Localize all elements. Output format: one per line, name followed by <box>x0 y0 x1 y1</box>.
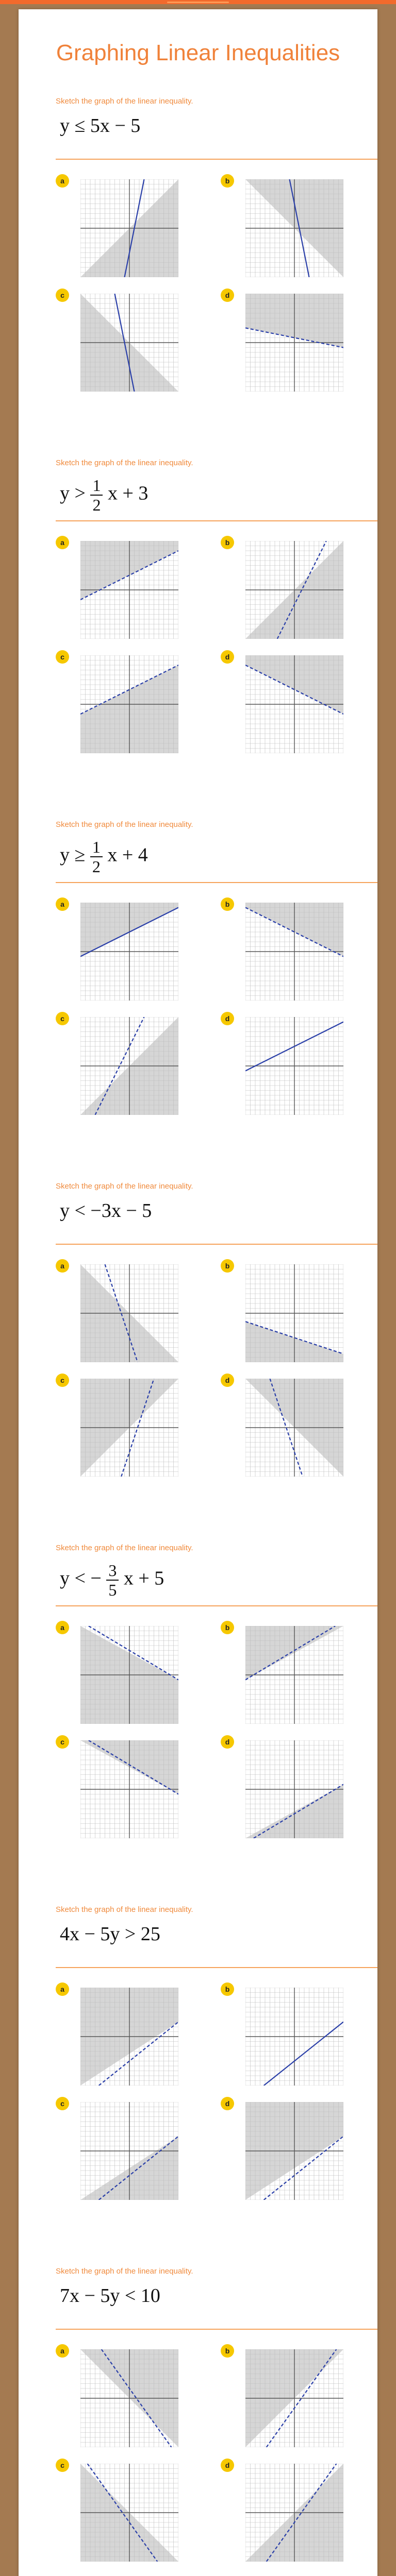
option-badge: a <box>56 2344 69 2358</box>
question-block <box>56 820 377 1181</box>
coordinate-graph <box>245 655 343 753</box>
fraction-denominator: 2 <box>92 857 101 876</box>
option-badge: b <box>221 536 234 549</box>
answer-option-c[interactable] <box>56 1374 185 1477</box>
coordinate-graph <box>80 1988 178 2086</box>
answer-option-b[interactable] <box>221 1982 350 2086</box>
coordinate-graph <box>80 903 178 1001</box>
question-divider <box>56 520 377 521</box>
fraction <box>106 1561 119 1599</box>
option-badge: b <box>221 897 234 911</box>
answer-option-a[interactable] <box>56 1621 185 1724</box>
option-badge: b <box>221 2344 234 2358</box>
option-badge: d <box>221 2097 234 2110</box>
question-prompt: Sketch the graph of the linear inequality. <box>56 459 193 467</box>
coordinate-graph <box>245 1379 343 1477</box>
answer-option-a[interactable] <box>56 897 185 1001</box>
coordinate-graph <box>80 541 178 639</box>
question-prompt: Sketch the graph of the linear inequality. <box>56 1544 193 1552</box>
expr-post: x + 3 <box>103 482 148 504</box>
option-badge: a <box>56 1621 69 1634</box>
question-block <box>56 459 377 819</box>
coordinate-graph <box>245 903 343 1001</box>
answer-option-b[interactable] <box>221 1621 350 1724</box>
question-divider <box>56 159 377 160</box>
coordinate-graph <box>80 655 178 753</box>
question-prompt: Sketch the graph of the linear inequality. <box>56 820 193 829</box>
answer-option-d[interactable] <box>221 1012 350 1115</box>
option-badge: a <box>56 1982 69 1996</box>
coordinate-graph <box>80 2464 178 2562</box>
coordinate-graph <box>80 1264 178 1362</box>
answer-option-c[interactable] <box>56 650 185 753</box>
answer-option-b[interactable] <box>221 2344 350 2447</box>
coordinate-graph <box>245 2349 343 2447</box>
expr-pre: y > <box>60 482 91 504</box>
coordinate-graph <box>80 1626 178 1724</box>
coordinate-graph <box>245 2102 343 2200</box>
coordinate-graph <box>245 1017 343 1115</box>
question-block <box>56 2267 377 2576</box>
fraction-denominator: 5 <box>108 1581 117 1599</box>
question-prompt: Sketch the graph of the linear inequality. <box>56 2267 193 2276</box>
coordinate-graph <box>80 179 178 277</box>
answer-option-c[interactable] <box>56 289 185 392</box>
fraction-numerator: 1 <box>90 476 103 496</box>
answer-option-b[interactable] <box>221 536 350 639</box>
coordinate-graph <box>80 1379 178 1477</box>
fraction-numerator: 3 <box>106 1561 119 1581</box>
answer-option-c[interactable] <box>56 2459 185 2562</box>
coordinate-graph <box>80 1740 178 1838</box>
expr-post: x + 5 <box>119 1567 164 1589</box>
answer-option-c[interactable] <box>56 1012 185 1115</box>
fraction-denominator: 2 <box>92 496 101 514</box>
coordinate-graph <box>245 541 343 639</box>
coordinate-graph <box>245 1740 343 1838</box>
inequality-expression: y ≤ 5x − 5 <box>60 115 141 137</box>
question-prompt: Sketch the graph of the linear inequality. <box>56 1182 193 1191</box>
coordinate-graph <box>80 2102 178 2200</box>
answer-option-b[interactable] <box>221 1259 350 1362</box>
question-divider <box>56 1605 377 1606</box>
coordinate-graph <box>245 294 343 392</box>
coordinate-graph <box>80 2349 178 2447</box>
coordinate-graph <box>245 1264 343 1362</box>
answer-option-d[interactable] <box>221 1374 350 1477</box>
expr-post: x + 4 <box>102 844 148 866</box>
option-badge: a <box>56 536 69 549</box>
question-divider <box>56 1967 377 1968</box>
inequality-expression <box>60 838 148 876</box>
fraction-numerator: 1 <box>90 838 103 857</box>
inequality-expression: 7x − 5y < 10 <box>60 2285 160 2307</box>
coordinate-graph <box>80 294 178 392</box>
coordinate-graph <box>245 179 343 277</box>
option-badge: c <box>56 289 69 302</box>
question-prompt: Sketch the graph of the linear inequality. <box>56 97 193 106</box>
answer-option-a[interactable] <box>56 174 185 277</box>
option-badge: b <box>221 1259 234 1273</box>
answer-option-a[interactable] <box>56 2344 185 2447</box>
option-badge: b <box>221 1621 234 1634</box>
option-badge: d <box>221 1012 234 1025</box>
option-badge: d <box>221 289 234 302</box>
option-badge: c <box>56 2459 69 2472</box>
boundary-line <box>264 2022 343 2086</box>
option-badge: a <box>56 174 69 188</box>
answer-option-d[interactable] <box>221 2097 350 2200</box>
option-badge: d <box>221 650 234 664</box>
coordinate-graph <box>245 1988 343 2086</box>
answer-option-d[interactable] <box>221 650 350 753</box>
top-accent <box>167 2 229 3</box>
option-badge: c <box>56 2097 69 2110</box>
option-badge: c <box>56 1374 69 1387</box>
answer-option-c[interactable] <box>56 2097 185 2200</box>
answer-option-b[interactable] <box>221 174 350 277</box>
expr-pre: y < − <box>60 1567 107 1589</box>
option-badge: c <box>56 650 69 664</box>
option-badge: c <box>56 1735 69 1749</box>
inequality-expression: y < −3x − 5 <box>60 1200 152 1222</box>
option-badge: a <box>56 897 69 911</box>
question-block <box>56 1905 377 2266</box>
coordinate-graph <box>80 1017 178 1115</box>
answer-option-c[interactable] <box>56 1735 185 1838</box>
expr-pre: y ≥ <box>60 844 90 866</box>
question-block <box>56 1544 377 1904</box>
worksheet-card <box>19 9 377 2576</box>
option-badge: d <box>221 1374 234 1387</box>
question-block <box>56 1182 377 1543</box>
question-divider <box>56 1244 377 1245</box>
inequality-expression <box>60 1561 164 1599</box>
question-divider <box>56 2329 377 2330</box>
question-divider <box>56 882 377 883</box>
option-badge: b <box>221 174 234 188</box>
page-title: Graphing Linear Inequalities <box>56 40 340 65</box>
answer-option-b[interactable] <box>221 897 350 1001</box>
option-badge: d <box>221 1735 234 1749</box>
fraction <box>90 838 103 876</box>
answer-option-a[interactable] <box>56 1259 185 1362</box>
question-block <box>56 97 377 457</box>
option-badge: d <box>221 2459 234 2472</box>
option-badge: b <box>221 1982 234 1996</box>
inequality-expression: 4x − 5y > 25 <box>60 1923 160 1945</box>
answer-option-d[interactable] <box>221 2459 350 2562</box>
answer-option-d[interactable] <box>221 1735 350 1838</box>
answer-option-a[interactable] <box>56 1982 185 2086</box>
coordinate-graph <box>245 2464 343 2562</box>
option-badge: c <box>56 1012 69 1025</box>
option-badge: a <box>56 1259 69 1273</box>
coordinate-graph <box>245 1626 343 1724</box>
answer-option-a[interactable] <box>56 536 185 639</box>
fraction <box>90 476 103 514</box>
question-prompt: Sketch the graph of the linear inequality. <box>56 1905 193 1914</box>
inequality-expression <box>60 476 148 514</box>
answer-option-d[interactable] <box>221 289 350 392</box>
